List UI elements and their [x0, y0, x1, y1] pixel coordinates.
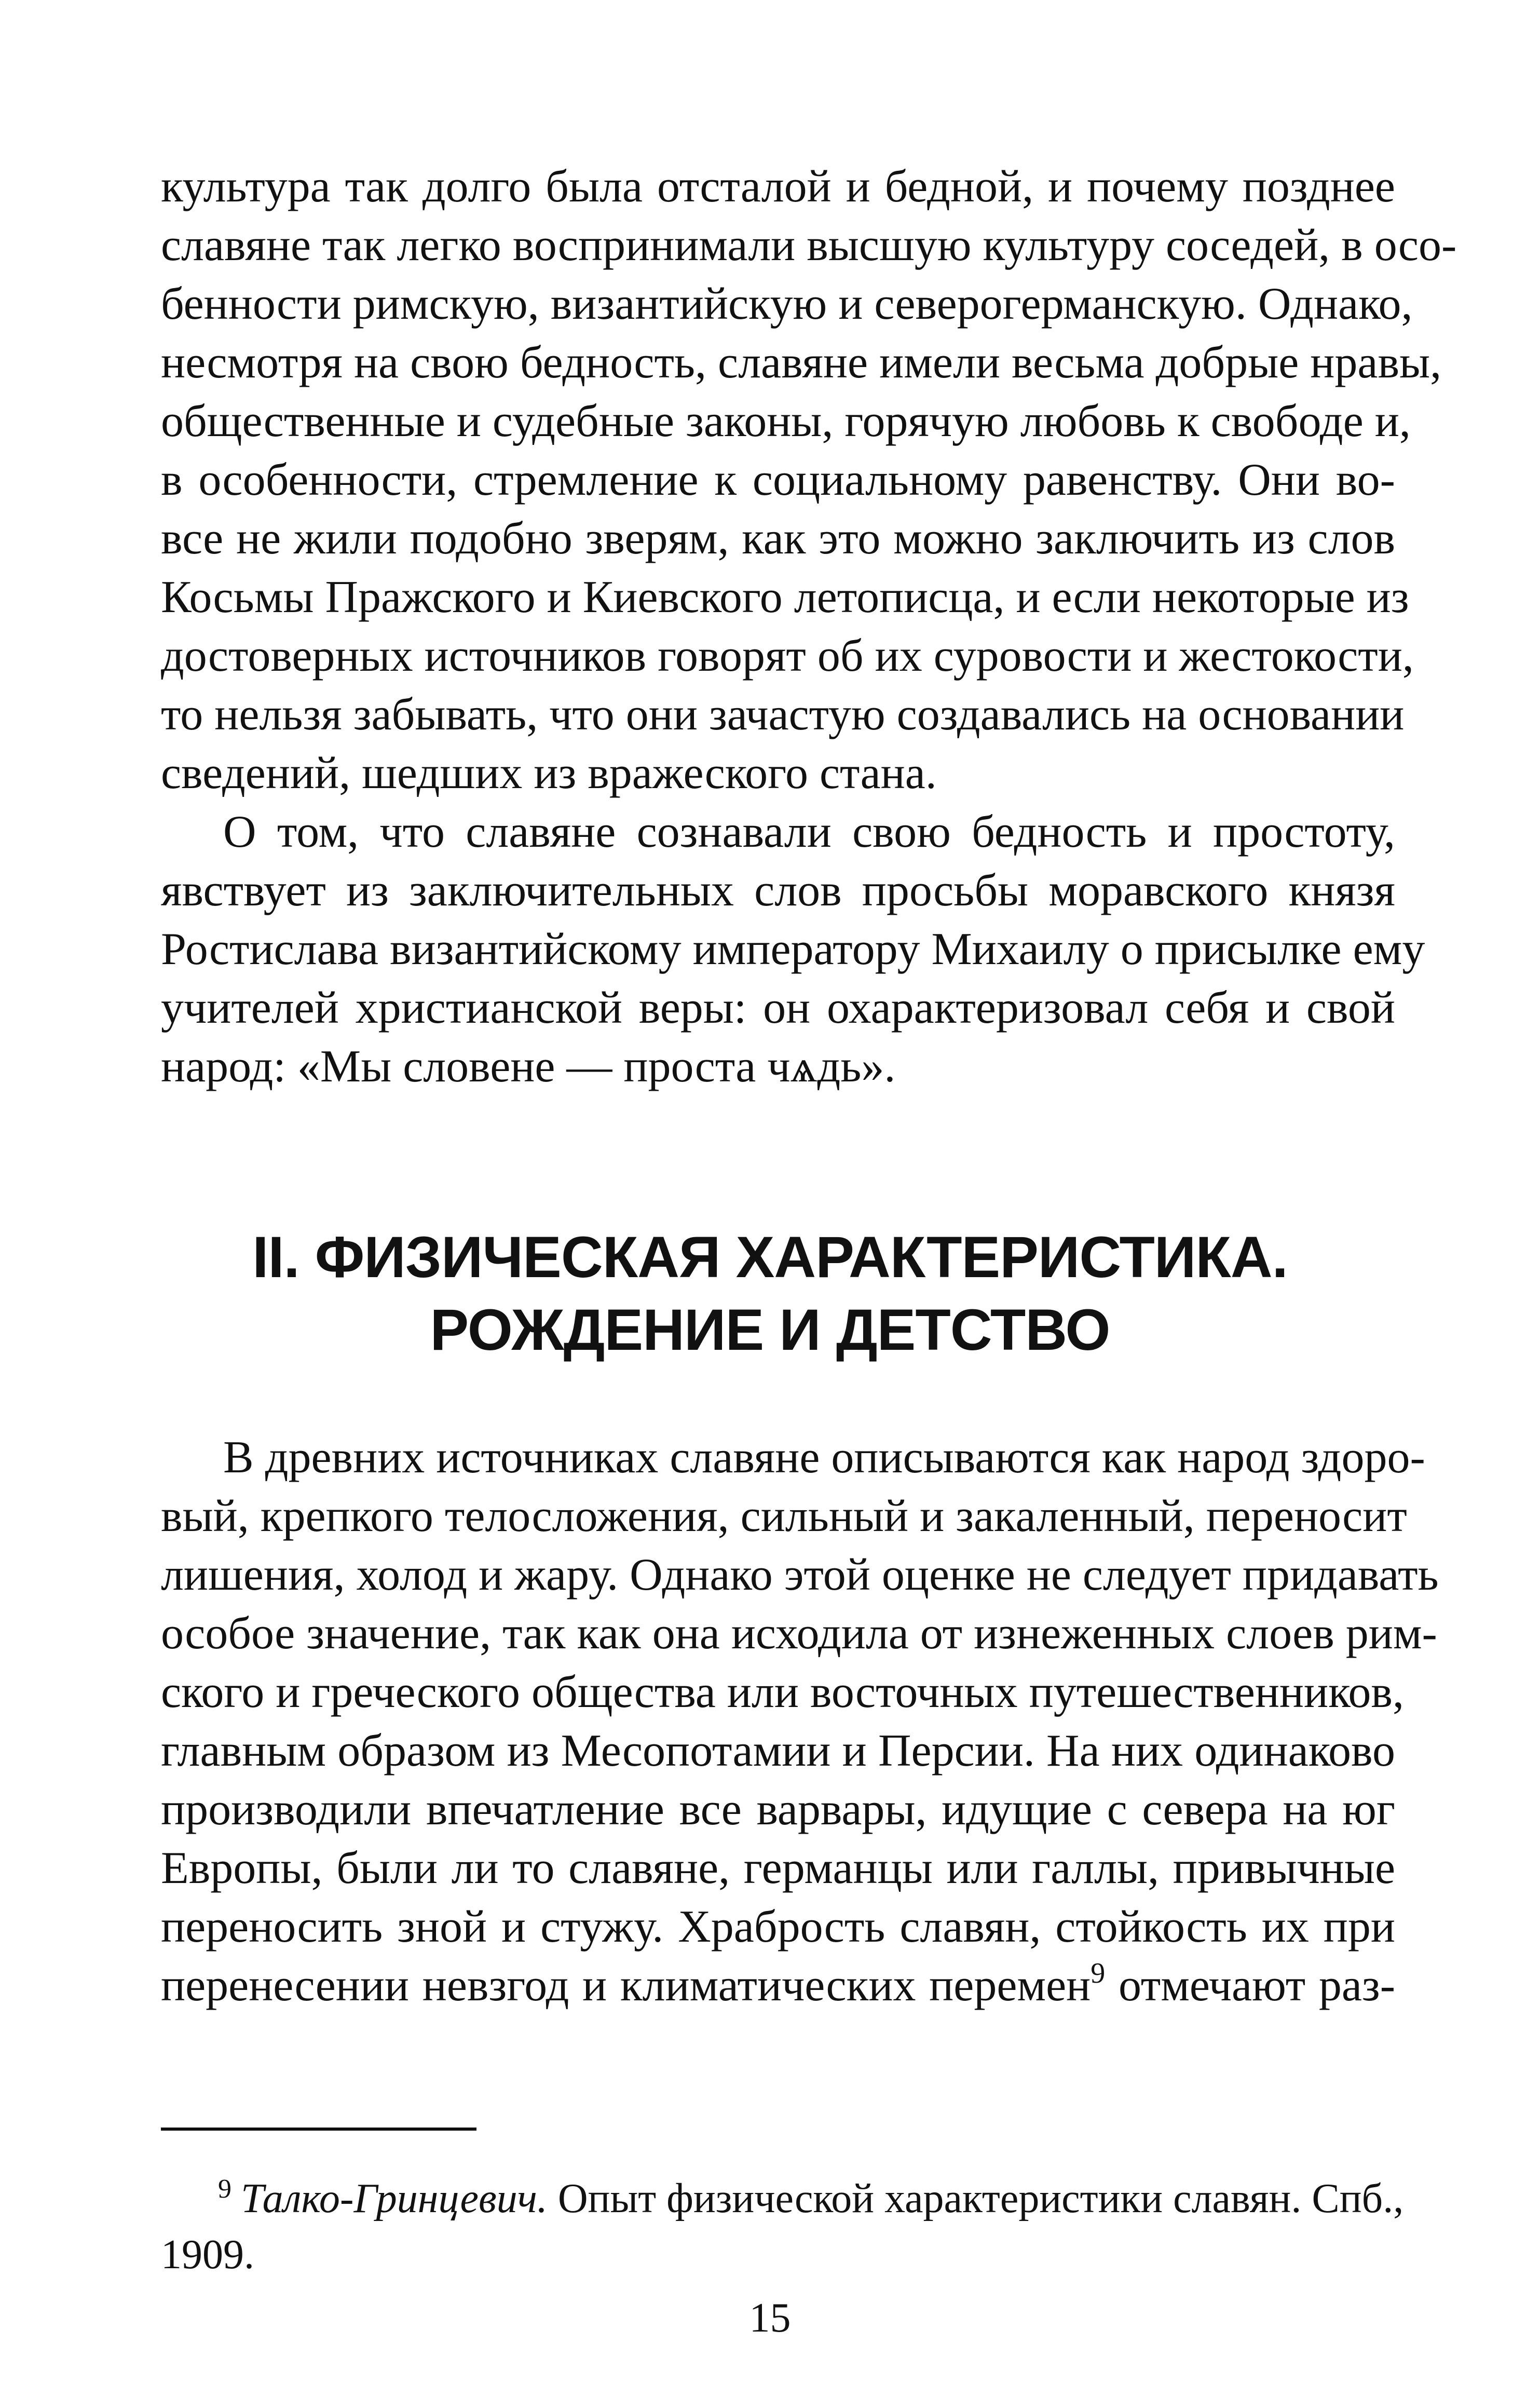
paragraph-3-line-6: главным образом из Месопотамии и Персии. На них одинаково: [161, 1726, 1395, 1776]
footnote-reference: 9: [1091, 1957, 1106, 1989]
paragraph-1-line-2: славяне так легко воспринимали высшую культуру соседей, в осо-: [161, 220, 1457, 270]
paragraph-1-line-8: Косьмы Пражского и Киевского летописца, и если некоторые из: [161, 572, 1409, 622]
paragraph-3-line-4: особое значение, так как она исходила от изнеженных слоев рим-: [161, 1608, 1437, 1659]
paragraph-2-line-2: явствует из заключительных слов просьбы моравского князя: [161, 865, 1395, 916]
paragraph-1-line-4: несмотря на свою бедность, славяне имели весьма добрые нравы,: [161, 337, 1442, 388]
paragraph-1-line-5: общественные и судебные законы, горячую любовь к свободе и,: [161, 396, 1411, 446]
paragraph-2-line-1: О том, что славяне сознавали свою бедность и простоту,: [223, 807, 1395, 857]
paragraph-3-line-2: вый, крепкого телосложения, сильный и закаленный, переносит: [161, 1491, 1407, 1541]
paragraph-3-line-5: ского и греческого общества или восточных путешественников,: [161, 1667, 1404, 1717]
paragraph-1-line-7: все не жили подобно зверям, как это можно заключить из слов: [161, 513, 1395, 564]
paragraph-1-line-3: бенности римскую, византийскую и северогерманскую. Однако,: [161, 279, 1413, 329]
paragraph-1-line-1: культура так долго была отсталой и бедной, и почему позднее: [161, 161, 1395, 212]
paragraph-3-line-8: Европы, были ли то славяне, германцы или галлы, привычные: [161, 1843, 1395, 1893]
footnote-text: Опыт физической характеристики славян. Спб.,: [547, 2176, 1404, 2221]
paragraph-3-line-1: В древних источниках славяне описываются как народ здоро-: [223, 1432, 1425, 1483]
paragraph-1-line-10: то нельзя забывать, что они зачастую создавались на основании: [161, 689, 1405, 740]
footnote-marker: 9: [218, 2174, 231, 2204]
paragraph-3-line-3: лишения, холод и жару. Однако этой оценке не следует придавать: [161, 1550, 1439, 1600]
paragraph-1-line-11: сведений, шедших из вражеского стана.: [161, 748, 937, 798]
paragraph-1-line-6: в особенности, стремление к социальному равенству. Они во-: [161, 455, 1395, 505]
footnote-divider: [161, 2128, 476, 2131]
section-heading-line-2: РОЖДЕНИЕ И ДЕТСТВО: [430, 1297, 1110, 1362]
paragraph-2-line-5: народ: «Мы словене — проста чѧдь».: [161, 1041, 896, 1092]
section-heading-line-1: II. ФИЗИЧЕСКАЯ ХАРАКТЕРИСТИКА.: [252, 1225, 1288, 1290]
footnote-author: Талко-Гринцевич.: [241, 2176, 548, 2221]
footnote-line-1: [161, 2170, 1404, 2227]
paragraph-3-line-10: [161, 1955, 1395, 2017]
paragraph-3-line-7: производили впечатление все варвары, идущие с севера на юг: [161, 1784, 1395, 1835]
paragraph-2-line-3: Ростислава византийскому императору Михаилу о присылке ему: [161, 924, 1425, 974]
page-number: 15: [749, 2295, 791, 2341]
paragraph-2-line-4: учителей христианской веры: он охарактеризовал себя и свой: [161, 983, 1395, 1033]
footnote-year: 1909.: [161, 2232, 254, 2278]
paragraph-3-line-9: переносить зной и стужу. Храбрость славян, стойкость их при: [161, 1902, 1395, 1952]
paragraph-1-line-9: достоверных источников говорят об их суровости и жестокости,: [161, 631, 1414, 681]
paragraph-3-line-10-tail: отмечают раз-: [1105, 1960, 1395, 2011]
paragraph-3-line-10-text: перенесении невзгод и климатических перемен: [161, 1960, 1091, 2011]
